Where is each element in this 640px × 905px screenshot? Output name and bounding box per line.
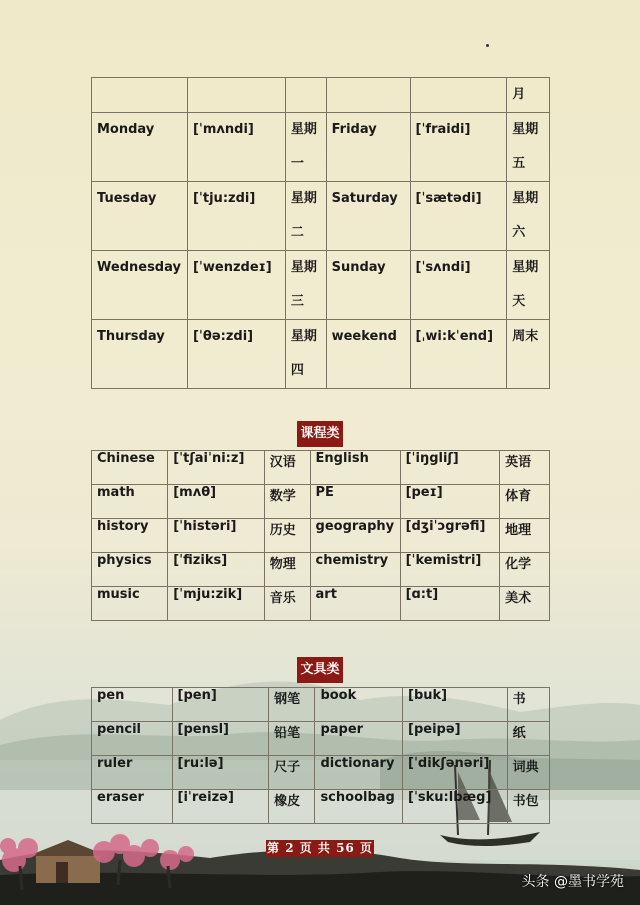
- table-row: [92, 485, 550, 519]
- meaning-cell: 星期三: [285, 251, 326, 320]
- phonetic-cell: [pensl]: [172, 722, 269, 756]
- phonetic-cell: [ˈkemistri]: [400, 553, 500, 587]
- phonetic-cell: [ru:lə]: [172, 756, 269, 790]
- phonetic-cell: [iˈreizə]: [172, 790, 269, 824]
- word-cell: music: [92, 587, 168, 621]
- word-cell: book: [315, 688, 403, 722]
- phonetic-cell: [ˈhistəri]: [168, 519, 265, 553]
- phonetic-cell: [ˈfiziks]: [168, 553, 265, 587]
- meaning-cell: 书: [507, 688, 549, 722]
- meaning-cell: 星期四: [285, 320, 326, 389]
- word-cell: Chinese: [92, 451, 168, 485]
- meaning-cell: 星期六: [507, 182, 550, 251]
- table-row: [92, 113, 550, 182]
- table-row: [92, 722, 550, 756]
- page-number-label: 第 2 页 共 56 页: [267, 841, 373, 855]
- word-cell: math: [92, 485, 168, 519]
- word-cell: paper: [315, 722, 403, 756]
- meaning-cell: 英语: [500, 451, 550, 485]
- word-cell: eraser: [92, 790, 173, 824]
- table-row: [92, 756, 550, 790]
- phonetic-cell: [ˈθə:zdi]: [187, 320, 285, 389]
- meaning-cell: 尺子: [269, 756, 315, 790]
- meaning-cell: 星期二: [285, 182, 326, 251]
- phonetic-cell: [ɑ:t]: [400, 587, 500, 621]
- courses-section-label: 课程类: [297, 421, 343, 447]
- word-cell: Friday: [326, 113, 410, 182]
- meaning-cell: 物理: [264, 553, 310, 587]
- table-row: [92, 587, 550, 621]
- phonetic-cell: [peipə]: [403, 722, 508, 756]
- speck: [486, 44, 489, 47]
- phonetic-cell: [ˈsætədi]: [410, 182, 507, 251]
- meaning-cell: 历史: [264, 519, 310, 553]
- word-cell: chemistry: [310, 553, 400, 587]
- phonetic-cell: [ˈtju:zdi]: [187, 182, 285, 251]
- word-cell: dictionary: [315, 756, 403, 790]
- word-cell: weekend: [326, 320, 410, 389]
- meaning-cell: 铅笔: [269, 722, 315, 756]
- meaning-cell: 星期一: [285, 113, 326, 182]
- word-cell: Monday: [92, 113, 188, 182]
- phonetic-cell: [ˌwi:kˈend]: [410, 320, 507, 389]
- phonetic-cell: [ˈsku:lbæg]: [403, 790, 508, 824]
- table-cell: [326, 78, 410, 113]
- phonetic-cell: [peɪ]: [400, 485, 500, 519]
- table-row: [92, 553, 550, 587]
- days-table: [91, 77, 550, 389]
- meaning-cell: 钢笔: [269, 688, 315, 722]
- source-credit: 头条 @墨书学苑: [521, 874, 624, 890]
- word-cell: ruler: [92, 756, 173, 790]
- meaning-cell: 数学: [264, 485, 310, 519]
- table-row: [92, 320, 550, 389]
- table-row: [92, 78, 550, 113]
- table-row: [92, 688, 550, 722]
- word-cell: PE: [310, 485, 400, 519]
- word-cell: Thursday: [92, 320, 188, 389]
- courses-table: [91, 450, 550, 621]
- table-row: [92, 182, 550, 251]
- word-cell: art: [310, 587, 400, 621]
- table-cell: [187, 78, 285, 113]
- table-cell: [285, 78, 326, 113]
- word-cell: schoolbag: [315, 790, 403, 824]
- phonetic-cell: [ˈmju:zik]: [168, 587, 265, 621]
- table-cell: [92, 78, 188, 113]
- phonetic-cell: [buk]: [403, 688, 508, 722]
- meaning-cell: 体育: [500, 485, 550, 519]
- table-row: [92, 451, 550, 485]
- table-cell: 月: [507, 78, 550, 113]
- word-cell: Wednesday: [92, 251, 188, 320]
- word-cell: English: [310, 451, 400, 485]
- phonetic-cell: [ˈwenzdeɪ]: [187, 251, 285, 320]
- phonetic-cell: [ˈsʌndi]: [410, 251, 507, 320]
- word-cell: geography: [310, 519, 400, 553]
- word-cell: pencil: [92, 722, 173, 756]
- word-cell: Tuesday: [92, 182, 188, 251]
- meaning-cell: 汉语: [264, 451, 310, 485]
- meaning-cell: 周末: [507, 320, 550, 389]
- meaning-cell: 星期天: [507, 251, 550, 320]
- phonetic-cell: [ˈmʌndi]: [187, 113, 285, 182]
- table-row: [92, 790, 550, 824]
- table-cell: [410, 78, 507, 113]
- meaning-cell: 书包: [507, 790, 549, 824]
- phonetic-cell: [mʌθ]: [168, 485, 265, 519]
- meaning-cell: 纸: [507, 722, 549, 756]
- meaning-cell: 音乐: [264, 587, 310, 621]
- meaning-cell: 美术: [500, 587, 550, 621]
- phonetic-cell: [ˈiŋgliʃ]: [400, 451, 500, 485]
- phonetic-cell: [ˈdikʃənəri]: [403, 756, 508, 790]
- table-row: [92, 519, 550, 553]
- word-cell: pen: [92, 688, 173, 722]
- meaning-cell: 地理: [500, 519, 550, 553]
- stationery-section-label: 文具类: [297, 657, 343, 683]
- word-cell: physics: [92, 553, 168, 587]
- phonetic-cell: [pen]: [172, 688, 269, 722]
- phonetic-cell: [ˈtʃaiˈni:z]: [168, 451, 265, 485]
- word-cell: history: [92, 519, 168, 553]
- phonetic-cell: [dʒiˈɔgrəfi]: [400, 519, 500, 553]
- phonetic-cell: [ˈfraidi]: [410, 113, 507, 182]
- table-row: [92, 251, 550, 320]
- meaning-cell: 橡皮: [269, 790, 315, 824]
- word-cell: Sunday: [326, 251, 410, 320]
- stationery-table: [91, 687, 550, 824]
- meaning-cell: 词典: [507, 756, 549, 790]
- meaning-cell: 星期五: [507, 113, 550, 182]
- word-cell: Saturday: [326, 182, 410, 251]
- meaning-cell: 化学: [500, 553, 550, 587]
